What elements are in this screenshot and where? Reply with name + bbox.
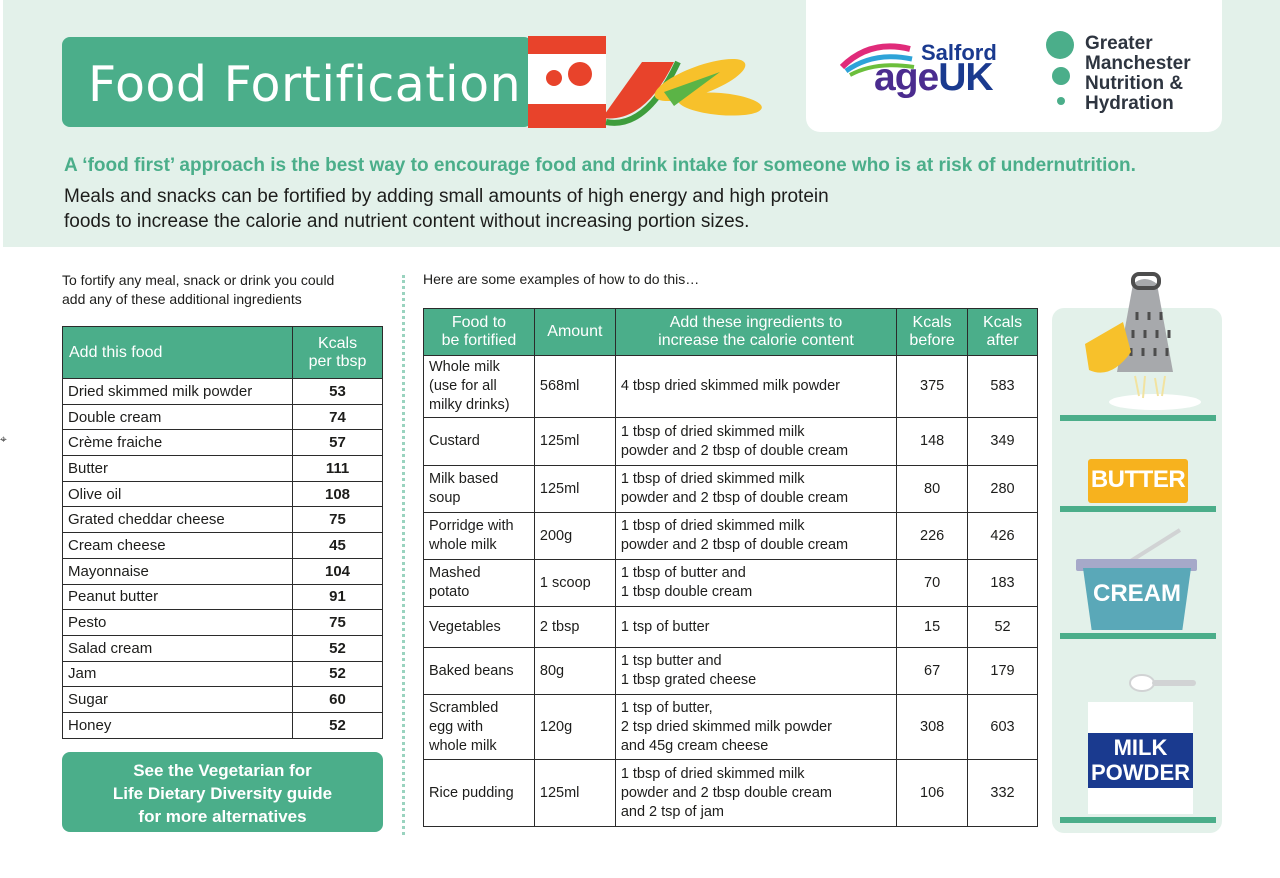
- amount-cell: 125ml: [534, 466, 615, 513]
- food-cell: Grated cheddar cheese: [63, 507, 293, 533]
- cell-line: 1 tbsp grated cheese: [620, 672, 757, 688]
- cell-line: Rice pudding: [429, 784, 514, 801]
- kcal-cell: 57: [293, 430, 383, 456]
- table-row: [63, 507, 383, 533]
- kcal-after-cell: 349: [968, 418, 1038, 466]
- intro-line: Meals and snacks can be fortified by adding small amounts of high energy and high protein: [64, 186, 829, 207]
- additional-ingredients-table: [62, 326, 383, 739]
- shelf: [1060, 817, 1216, 823]
- amount-cell: 125ml: [534, 418, 615, 466]
- col-header-add: [615, 309, 896, 356]
- cell-line: 1 tbsp of butter and: [620, 565, 746, 581]
- gm-line: Nutrition &: [1085, 73, 1184, 94]
- table-row: [424, 513, 1038, 560]
- header-line: Kcals: [982, 314, 1023, 331]
- ingredients-cell: [615, 418, 896, 466]
- header-line: Kcals: [912, 314, 952, 331]
- cell-line: 2 tsp dried skimmed milk powder: [620, 718, 832, 735]
- table-header-row: [63, 327, 383, 379]
- cell-line: whole milk: [429, 537, 497, 553]
- col-header-food: Add this food: [63, 327, 293, 379]
- fortification-examples-table: [423, 308, 1038, 827]
- table-row: [63, 584, 383, 610]
- cell-line: Scrambled: [429, 699, 499, 716]
- food-cell: [424, 695, 535, 760]
- col-header-amount: Amount: [534, 309, 615, 356]
- cell-line: potato: [429, 584, 470, 600]
- gm-logo-text: [1085, 34, 1191, 114]
- kcal-cell: 75: [293, 507, 383, 533]
- kcal-cell: 91: [293, 584, 383, 610]
- food-cell: Olive oil: [63, 481, 293, 507]
- gm-dot-medium-icon: [1052, 67, 1070, 85]
- food-cell: [424, 648, 535, 695]
- table-row: [424, 356, 1038, 418]
- cell-line: Porridge with: [429, 518, 514, 534]
- header-line: per tbsp: [308, 352, 367, 370]
- scoop-icon: [1128, 668, 1198, 698]
- food-cell: Butter: [63, 456, 293, 482]
- butter-label: BUTTER: [1090, 466, 1186, 493]
- header-line: Kcals: [317, 334, 358, 352]
- table-row: [63, 379, 383, 405]
- food-cell: Jam: [63, 661, 293, 687]
- uk-word: UK: [938, 56, 993, 99]
- cell-line: powder and 2 tbsp of double cream: [620, 442, 849, 459]
- food-cell: Honey: [63, 712, 293, 738]
- table-row: [424, 760, 1038, 827]
- table-row: [63, 635, 383, 661]
- cell-line: Mashed: [429, 565, 481, 581]
- col-header-after: [968, 309, 1038, 356]
- table-row: [63, 404, 383, 430]
- see-line: Life Dietary Diversity guide: [112, 784, 333, 803]
- kcal-after-cell: 52: [968, 607, 1038, 648]
- ingredients-cell: [615, 695, 896, 760]
- table-row: [63, 430, 383, 456]
- see-line: See the Vegetarian for: [133, 761, 312, 780]
- food-cell: [424, 418, 535, 466]
- table-row: [63, 712, 383, 738]
- food-cell: [424, 560, 535, 607]
- kcal-cell: 111: [293, 456, 383, 482]
- kcal-after-cell: 426: [968, 513, 1038, 560]
- table-row: [424, 607, 1038, 648]
- ingredients-cell: [615, 648, 896, 695]
- kcal-cell: 60: [293, 687, 383, 713]
- cell-line: powder and 2 tbsp of double cream: [620, 490, 849, 506]
- header-line: increase the calorie content: [658, 332, 854, 349]
- col-header-before: [897, 309, 968, 356]
- ingredients-cell: [615, 560, 896, 607]
- milk-powder-label: [1088, 733, 1193, 788]
- ingredients-cell: [615, 513, 896, 560]
- header-line: be fortified: [441, 332, 517, 349]
- ingredients-cell: [615, 466, 896, 513]
- shelf: [1060, 633, 1216, 639]
- amount-cell: 120g: [534, 695, 615, 760]
- gm-dot-small-icon: [1057, 97, 1065, 105]
- salford-label: Salford: [921, 40, 997, 65]
- column-divider: [402, 275, 405, 835]
- kcal-before-cell: 70: [897, 560, 968, 607]
- kcal-after-cell: 603: [968, 695, 1038, 760]
- food-cell: Pesto: [63, 610, 293, 636]
- left-intro-line: add any of these additional ingredients: [62, 291, 302, 307]
- food-cell: Sugar: [63, 687, 293, 713]
- cell-line: 1 tsp butter and: [620, 653, 722, 669]
- gm-line: Greater: [1085, 33, 1153, 54]
- food-cell: Dried skimmed milk powder: [63, 379, 293, 405]
- food-cell: Crème fraiche: [63, 430, 293, 456]
- header-line: before: [909, 332, 955, 349]
- table-row: [63, 687, 383, 713]
- table-row: [63, 661, 383, 687]
- cell-line: Whole milk: [429, 359, 500, 375]
- right-intro: Here are some examples of how to do this…: [423, 271, 700, 287]
- left-intro: [62, 271, 334, 309]
- food-cell: [424, 513, 535, 560]
- intro-text: [64, 184, 829, 234]
- food-cell: [424, 607, 535, 648]
- cell-line: soup: [429, 490, 461, 506]
- table-header-row: [424, 309, 1038, 356]
- table-row: [63, 456, 383, 482]
- gm-dot-large-icon: [1046, 31, 1074, 59]
- header-line: Food to: [451, 314, 507, 331]
- cell-line: 1 tbsp of dried skimmed milk: [620, 423, 805, 440]
- food-illustration: [524, 32, 764, 132]
- cell-line: 1 tsp of butter,: [620, 699, 713, 716]
- cell-line: milky drinks): [429, 397, 510, 413]
- kcal-cell: 75: [293, 610, 383, 636]
- col-header-kcal: [293, 327, 383, 379]
- cell-line: Baked beans: [429, 662, 514, 679]
- cell-line: 1 tbsp of dried skimmed milk: [620, 518, 805, 534]
- cell-line: Vegetables: [429, 618, 501, 635]
- food-cell: Peanut butter: [63, 584, 293, 610]
- cursor-icon: ⌖: [0, 432, 7, 446]
- cell-line: and 45g cream cheese: [620, 737, 769, 754]
- kcal-after-cell: 179: [968, 648, 1038, 695]
- food-cell: Cream cheese: [63, 533, 293, 559]
- age-word: age: [874, 56, 939, 99]
- kcal-before-cell: 106: [897, 760, 968, 827]
- col-header-food: [424, 309, 535, 356]
- kcal-after-cell: 280: [968, 466, 1038, 513]
- kcal-cell: 52: [293, 661, 383, 687]
- cell-line: whole milk: [429, 737, 497, 754]
- tagline: A ‘food first’ approach is the best way to encourage food and drink intake for someone who is at risk of undernutrition.: [64, 155, 1136, 176]
- food-cell: [424, 760, 535, 827]
- cell-line: 1 tbsp of dried skimmed milk: [620, 471, 805, 487]
- shelf: [1060, 506, 1216, 512]
- kcal-cell: 52: [293, 712, 383, 738]
- food-cell: Salad cream: [63, 635, 293, 661]
- kcal-before-cell: 226: [897, 513, 968, 560]
- amount-cell: 125ml: [534, 760, 615, 827]
- see-vegetarian-guide-box: [62, 752, 383, 832]
- kcal-before-cell: 15: [897, 607, 968, 648]
- table-row: [63, 558, 383, 584]
- cell-line: egg with: [429, 718, 484, 735]
- shelf: [1060, 415, 1216, 421]
- table-row: [424, 648, 1038, 695]
- cell-line: 1 tbsp of dried skimmed milk: [620, 765, 805, 782]
- kcal-cell: 74: [293, 404, 383, 430]
- milk-line: POWDER: [1091, 760, 1190, 785]
- kcal-before-cell: 308: [897, 695, 968, 760]
- kcal-cell: 104: [293, 558, 383, 584]
- kcal-cell: 45: [293, 533, 383, 559]
- amount-cell: 200g: [534, 513, 615, 560]
- kcal-before-cell: 80: [897, 466, 968, 513]
- header-line: after: [986, 332, 1019, 349]
- table-row: [424, 466, 1038, 513]
- cell-line: powder and 2 tbsp of double cream: [620, 537, 849, 553]
- ingredients-cell: [615, 356, 896, 418]
- cell-line: powder and 2 tbsp double cream: [620, 784, 833, 801]
- table-row: [424, 560, 1038, 607]
- cell-line: and 2 tsp of jam: [620, 803, 724, 820]
- kcal-after-cell: 332: [968, 760, 1038, 827]
- cell-line: 1 tsp of butter: [620, 618, 710, 635]
- kcal-before-cell: 375: [897, 356, 968, 418]
- cell-line: 1 tbsp double cream: [620, 584, 753, 600]
- kcal-before-cell: 148: [897, 418, 968, 466]
- table-row: [63, 610, 383, 636]
- amount-cell: 2 tbsp: [534, 607, 615, 648]
- left-intro-line: To fortify any meal, snack or drink you could: [62, 272, 335, 288]
- table-row: [424, 418, 1038, 466]
- kcal-before-cell: 67: [897, 648, 968, 695]
- food-cell: [424, 466, 535, 513]
- cell-line: Custard: [429, 433, 480, 449]
- cell-line: Milk based: [429, 471, 499, 487]
- food-cell: [424, 356, 535, 418]
- table-row: [424, 695, 1038, 760]
- kcal-after-cell: 583: [968, 356, 1038, 418]
- milk-line: MILK: [1113, 735, 1168, 760]
- kcal-after-cell: 183: [968, 560, 1038, 607]
- kcal-cell: 53: [293, 379, 383, 405]
- table-row: [63, 533, 383, 559]
- age-uk-logo: [874, 56, 993, 100]
- table-row: [63, 481, 383, 507]
- cell-line: (use for all: [429, 378, 497, 394]
- gm-line: Manchester: [1085, 53, 1191, 74]
- amount-cell: 1 scoop: [534, 560, 615, 607]
- cream-label: CREAM: [1093, 580, 1181, 607]
- kcal-cell: 52: [293, 635, 383, 661]
- see-line: for more alternatives: [138, 807, 307, 826]
- header-line: Add these ingredients to: [669, 314, 843, 331]
- ingredients-cell: [615, 760, 896, 827]
- cell-line: 4 tbsp dried skimmed milk powder: [620, 378, 841, 394]
- gm-line: Hydration: [1085, 93, 1174, 114]
- food-cell: Double cream: [63, 404, 293, 430]
- cheese-grater-icon: [1075, 272, 1205, 412]
- intro-line: foods to increase the calorie and nutrient content without increasing portion sizes.: [64, 211, 750, 232]
- amount-cell: 568ml: [534, 356, 615, 418]
- kcal-cell: 108: [293, 481, 383, 507]
- ingredients-cell: [615, 607, 896, 648]
- page-title: Food Fortification: [88, 56, 522, 113]
- food-cell: Mayonnaise: [63, 558, 293, 584]
- amount-cell: 80g: [534, 648, 615, 695]
